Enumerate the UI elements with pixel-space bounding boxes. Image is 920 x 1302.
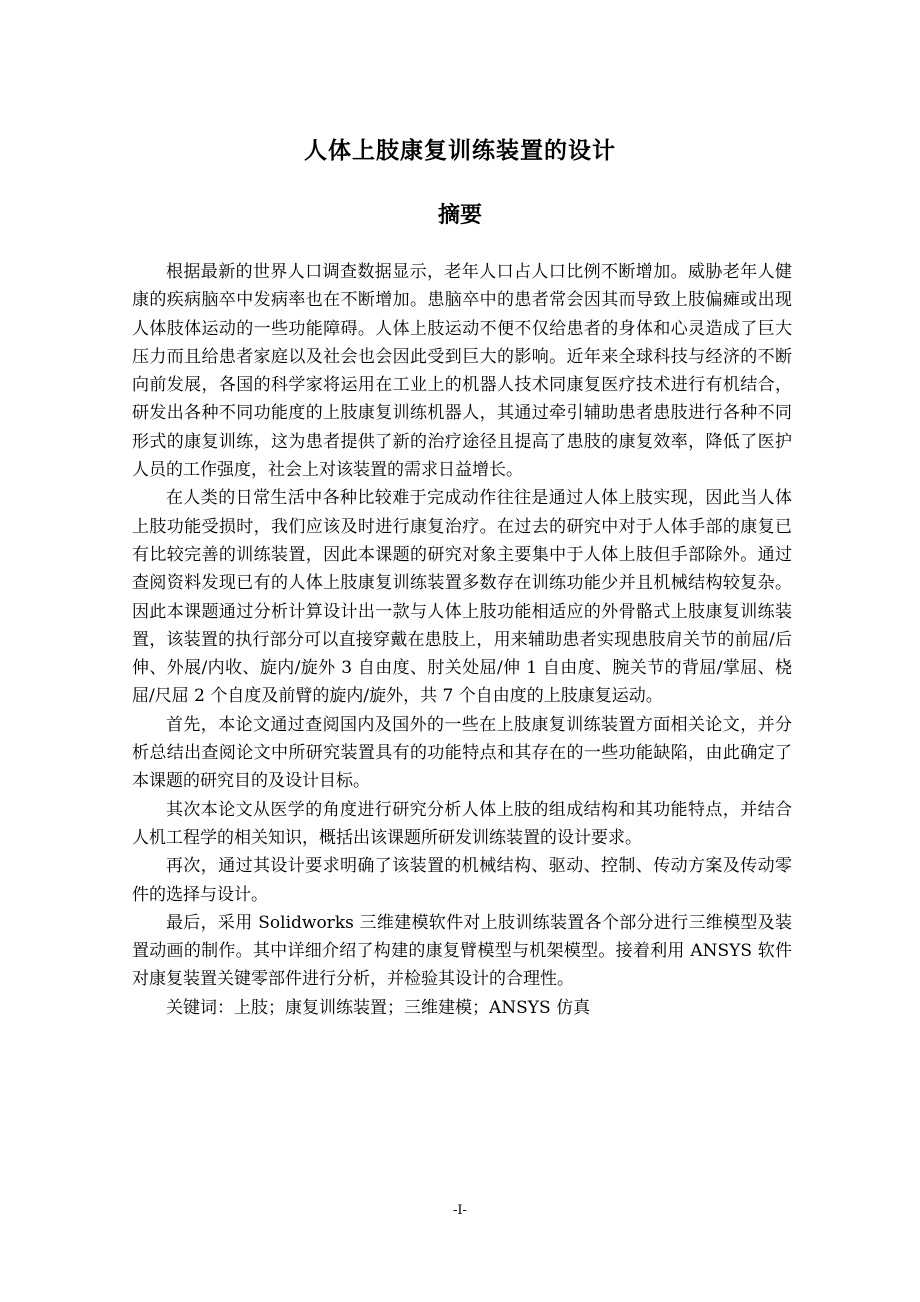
abstract-paragraph: 根据最新的世界人口调查数据显示，老年人口占人口比例不断增加。威胁老年人健康的疾病脑卒中发病率也在不断增加。患脑卒中的患者常会因其而导致上肢偏瘫或出现人体肢体运动的一些功能障碍。人体上肢运动不便不仅给患者的身体和心灵造成了巨大压力而且给患者家庭以及社会也会因此受到巨大的影响。近年来全球科技与经济的不断向前发展，各国的科学家将运用在工业上的机器人技术同康复医疗技术进行有机结合，研发出各种不同功能度的上肢康复训练机器人，其通过牵引辅助患者患肢进行各种不同形式的康复训练，这为患者提供了新的治疗途径且提高了患肢的康复效率，降低了医护人员的工作强度，社会上对该装置的需求日益增长。 xyxy=(132,262,792,481)
document-title: 人体上肢康复训练装置的设计 xyxy=(304,137,616,164)
abstract-heading: 摘要 xyxy=(437,202,482,228)
abstract-paragraph: 在人类的日常生活中各种比较难于完成动作往往是通过人体上肢实现，因此当人体上肢功能受损时，我们应该及时进行康复治疗。在过去的研究中对于人体手部的康复已有比较完善的训练装置，因此本课题的研究对象主要集中于人体上肢但手部除外。通过查阅资料发现已有的人体上肢康复训练装置多数存在训练功能少并且机械结构较复杂。因此本课题通过分析计算设计出一款与人体上肢功能相适应的外骨骼式上肢康复训练装置，该装置的执行部分可以直接穿戴在患肢上，用来辅助患者实现患肢肩关节的前屈/后伸、外展/内收、旋内/旋外 3 自由度、肘关处屈/伸 1 自由度、腕关节的背屈/掌屈、桡屈/尺屈 2 个自度及前臂的旋内/旋外，共 7 个自由度的上肢康复运动。 xyxy=(132,488,792,707)
abstract-paragraph: 其次本论文从医学的角度进行研究分析人体上肢的组成结构和其功能特点，并结合人机工程学的相关知识，概括出该课题所研发训练装置的设计要求。 xyxy=(132,799,792,848)
abstract-body xyxy=(132,258,792,1022)
keywords-line: 关键词：上肢；康复训练装置；三维建模；ANSYS 仿真 xyxy=(166,997,591,1018)
abstract-paragraph: 再次，通过其设计要求明确了该装置的机械结构、驱动、控制、传动方案及传动零件的选择与设计。 xyxy=(132,856,792,905)
page-number: -I- xyxy=(453,1203,467,1218)
abstract-paragraph: 首先，本论文通过查阅国内及国外的一些在上肢康复训练装置方面相关论文，并分析总结出查阅论文中所研究装置具有的功能特点和其存在的一些功能缺陷，由此确定了本课题的研究目的及设计目标。 xyxy=(132,714,792,792)
abstract-paragraph: 最后，采用 Solidworks 三维建模软件对上肢训练装置各个部分进行三维模型及装置动画的制作。其中详细介绍了构建的康复臂模型与机架模型。接着利用 ANSYS 软件对康复装置关键零部件进行分析，并检验其设计的合理性。 xyxy=(132,912,792,990)
